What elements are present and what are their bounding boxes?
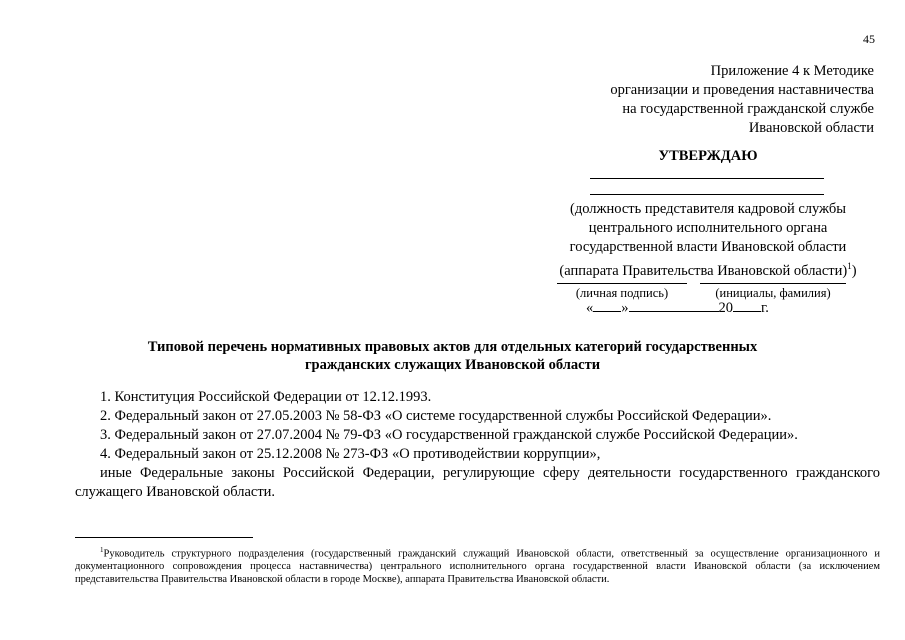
annex-line: Приложение 4 к Методике [710, 63, 874, 79]
list-item: 4. Федеральный закон от 25.12.2008 № 273-ФЗ «О противодействии коррупции», [100, 446, 601, 462]
list-item: 3. Федеральный закон от 27.07.2004 № 79-ФЗ «О государственной гражданской службе Российской Федерации». [100, 427, 798, 443]
position-line: центрального исполнительного органа [588, 220, 828, 236]
approve-heading: УТВЕРЖДАЮ [658, 148, 758, 164]
position-description [545, 200, 871, 281]
position-line: государственной власти Ивановской области [569, 239, 847, 255]
signature-caption: (личная подпись) [575, 286, 669, 300]
list-item: иные Федеральные законы Российской Федерации, регулирующие сферу деятельности государственного гражданского служащего Ивановской области. [75, 465, 880, 500]
position-line: (должность представителя кадровой службы [569, 201, 847, 217]
footnote-separator [75, 537, 253, 538]
footnote: $^1$Руководитель структурного подразделения (государственный гражданский служащий Ивановской области, ответственный за осуществление организационного и документационного сопровождения процесса наставничества) центрального исполнительного органа государственной власти Ивановской области (за исключением представительства Правительства Ивановской области в городе Москве), аппарата Правительства Ивановской области. [75, 546, 880, 585]
day-blank [593, 311, 621, 312]
name-caption: (инициалы, фамилия) [715, 286, 831, 300]
approve-blank-line [590, 194, 824, 195]
regulatory-acts-list [75, 388, 880, 502]
annex-line: Ивановской области [748, 120, 874, 136]
approval-date: « » 20 г. [586, 300, 769, 316]
list-item: 1. Конституция Российской Федерации от 12.12.1993. [100, 389, 432, 405]
annex-reference [544, 62, 874, 138]
year-blank [733, 311, 761, 312]
annex-line: организации и проведения наставничества [610, 82, 874, 98]
footnote-mark: 1 [847, 261, 852, 271]
list-item: 2. Федеральный закон от 27.05.2003 № 58-ФЗ «О системе государственной службы Российской Федерации». [100, 408, 772, 424]
month-blank [629, 311, 719, 312]
page-number: 45 [863, 32, 875, 46]
approve-blank-line [590, 178, 824, 179]
document-title: Типовой перечень нормативных правовых актов для отдельных категорий государственных гражданских служащих Ивановской области [147, 339, 758, 373]
signature-line [557, 283, 687, 284]
position-line-last: (аппарата Правительства Ивановской области)$^1$) [559, 261, 857, 279]
name-line [700, 283, 846, 284]
annex-line: на государственной гражданской службе [622, 101, 874, 117]
footnote-mark: 1 [100, 546, 104, 554]
